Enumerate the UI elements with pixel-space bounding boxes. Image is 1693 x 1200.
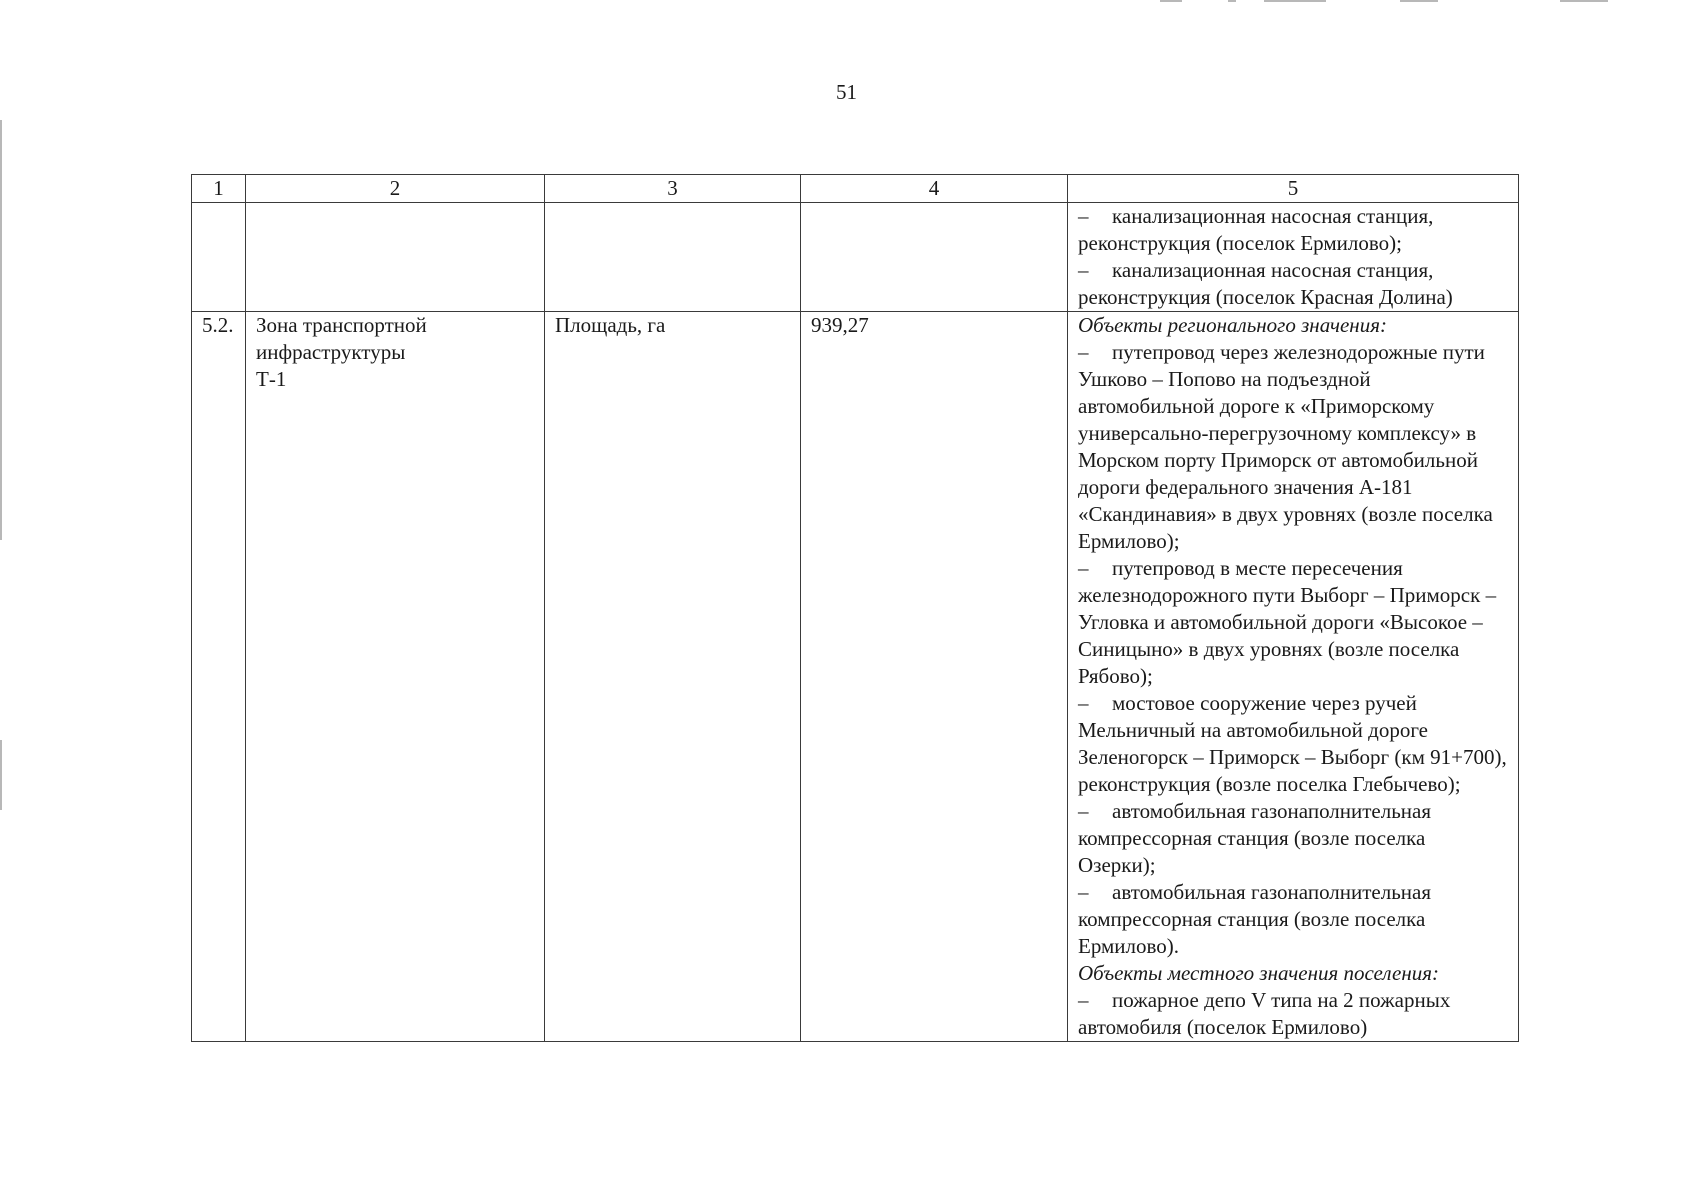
list-item-text: канализационная насосная станция, реконструкция (поселок Ермилово); xyxy=(1078,204,1434,255)
list-item-text: автомобильная газонаполнительная компрессорная станция (возле поселка Озерки); xyxy=(1078,799,1432,877)
cell-objects xyxy=(1068,203,1519,312)
data-table xyxy=(191,174,1519,1042)
cell-objects xyxy=(1068,312,1519,1042)
dash-marker: – xyxy=(1078,988,1089,1012)
cell-value: 939,27 xyxy=(801,312,1068,1042)
dash-marker: – xyxy=(1078,204,1089,228)
list-item-text: пожарное депо V типа на 2 пожарных автомобиля (поселок Ермилово) xyxy=(1078,988,1451,1039)
regional-objects-heading: Объекты регионального значения: xyxy=(1078,313,1387,337)
table-row-5-2 xyxy=(192,312,1519,1042)
dash-marker: – xyxy=(1078,880,1089,904)
dash-marker: – xyxy=(1078,556,1089,580)
zone-name-line2: инфраструктуры xyxy=(256,340,406,364)
scan-artifact-left xyxy=(0,120,2,540)
zone-code: Т-1 xyxy=(256,367,287,391)
scan-artifact-top xyxy=(1264,0,1326,2)
list-item-text: канализационная насосная станция, реконструкция (поселок Красная Долина) xyxy=(1078,258,1453,309)
cell-zone xyxy=(246,312,545,1042)
zone-name-line1: Зона транспортной xyxy=(256,313,427,337)
cell-number: 5.2. xyxy=(192,312,246,1042)
scan-artifact-left xyxy=(0,740,2,810)
cell-measure xyxy=(545,203,801,312)
table-row-continuation xyxy=(192,203,1519,312)
list-item xyxy=(1078,339,1508,555)
list-item xyxy=(1078,879,1508,960)
table-header-row xyxy=(192,175,1519,203)
scan-artifact-top xyxy=(1228,0,1236,2)
scan-artifact-top xyxy=(1160,0,1182,2)
local-objects-heading: Объекты местного значения поселения: xyxy=(1078,961,1440,985)
list-item-text: путепровод в месте пересечения железнодорожного пути Выборг – Приморск – Угловка и автомобильной дороги «Высокое – Синицыно» в двух уровнях (возле поселка Рябово); xyxy=(1078,556,1497,688)
column-header-3: 3 xyxy=(545,175,801,203)
list-item xyxy=(1078,555,1508,690)
scan-artifact-top xyxy=(1400,0,1438,2)
list-item xyxy=(1078,798,1508,879)
list-item xyxy=(1078,257,1508,311)
cell-zone xyxy=(246,203,545,312)
list-item-text: мостовое сооружение через ручей Мельничный на автомобильной дороге Зеленогорск – Приморск – Выборг (км 91+700), реконструкция (возле поселка Глебычево); xyxy=(1078,691,1507,796)
list-item-text: автомобильная газонаполнительная компрессорная станция (возле поселка Ермилово). xyxy=(1078,880,1432,958)
dash-marker: – xyxy=(1078,340,1089,364)
list-item xyxy=(1078,203,1508,257)
dash-marker: – xyxy=(1078,258,1089,282)
scan-artifact-top xyxy=(1560,0,1608,2)
cell-number xyxy=(192,203,246,312)
column-header-5: 5 xyxy=(1068,175,1519,203)
list-item xyxy=(1078,690,1508,798)
dash-marker: – xyxy=(1078,799,1089,823)
list-item xyxy=(1078,987,1508,1041)
dash-marker: – xyxy=(1078,691,1089,715)
column-header-2: 2 xyxy=(246,175,545,203)
column-header-1: 1 xyxy=(192,175,246,203)
cell-value xyxy=(801,203,1068,312)
column-header-4: 4 xyxy=(801,175,1068,203)
cell-measure: Площадь, га xyxy=(545,312,801,1042)
list-item-text: путепровод через железнодорожные пути Ушково – Попово на подъездной автомобильной дороге к «Приморскому универсально-перегрузочному комплексу» в Морском порту Приморск от автомобильной дороги федерального значения А-181 «Скандинавия» в двух уровнях (возле поселка Ермилово); xyxy=(1078,340,1493,553)
page-number: 51 xyxy=(836,80,857,104)
